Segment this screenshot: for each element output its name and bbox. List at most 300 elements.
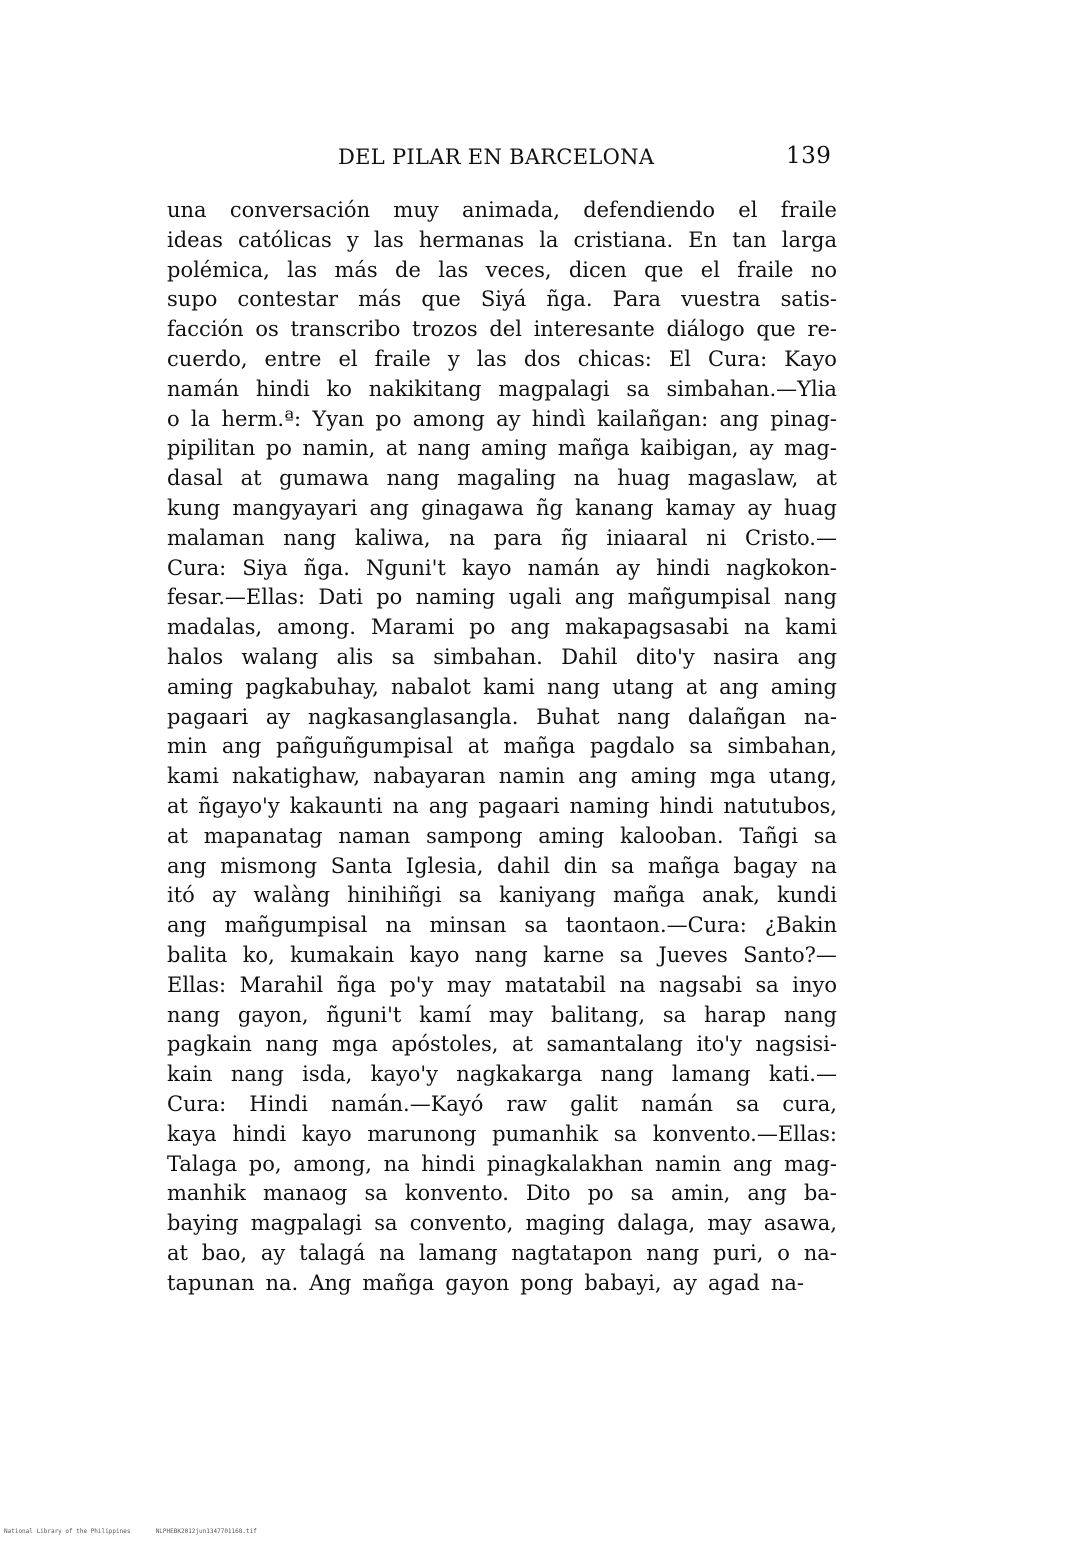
text-line xyxy=(167,613,837,643)
word: among xyxy=(412,406,485,431)
word: babayi, xyxy=(584,1270,662,1295)
word: ay xyxy=(211,883,237,908)
word: de xyxy=(395,257,421,282)
word: ideas xyxy=(167,227,223,252)
word: veces, xyxy=(485,257,552,282)
word: sa xyxy=(755,972,779,997)
text-line xyxy=(167,285,837,315)
word: dalaga, xyxy=(617,1211,696,1236)
word: Marahil xyxy=(239,972,324,997)
word: muy xyxy=(393,198,439,222)
text-line xyxy=(167,881,837,911)
text-line xyxy=(167,464,837,494)
word: ito'y xyxy=(696,1032,742,1057)
word: na xyxy=(392,793,419,818)
word: En xyxy=(688,227,718,252)
word: diálogo xyxy=(666,317,745,342)
word: pañguñgumpisal xyxy=(276,734,454,759)
word: ¿Bakin xyxy=(764,913,837,938)
word: lamang xyxy=(418,1240,498,1265)
word: at xyxy=(512,1032,533,1057)
word: pagaari xyxy=(167,704,249,729)
word: hinihiñgi xyxy=(347,883,442,908)
word: kaya xyxy=(167,1121,217,1146)
word: mañga xyxy=(503,734,576,759)
word: mismong xyxy=(220,853,318,878)
word: Santa xyxy=(330,853,393,878)
word: nang xyxy=(617,704,671,729)
text-line xyxy=(167,1179,837,1209)
word: magaslaw, xyxy=(687,466,799,491)
word: Santo?— xyxy=(743,942,837,967)
word: kailañgan: xyxy=(596,406,709,431)
word: supo xyxy=(167,287,218,312)
text-line xyxy=(167,941,837,971)
word: nang xyxy=(230,1062,284,1087)
word: at xyxy=(815,466,837,491)
word: fraile xyxy=(374,346,431,371)
word: kung xyxy=(167,495,221,520)
word: at xyxy=(385,436,407,461)
text-line xyxy=(167,1150,837,1180)
word: nagsisi- xyxy=(755,1032,837,1057)
word: animada, xyxy=(462,198,560,222)
word: po xyxy=(265,436,292,461)
word: Cura: xyxy=(707,346,768,371)
word: herm.ª: xyxy=(221,406,302,431)
word: aming xyxy=(481,436,548,461)
word: dos xyxy=(523,346,561,371)
word: at xyxy=(167,1240,188,1265)
word: alis xyxy=(336,644,374,669)
word: y xyxy=(447,346,460,371)
word: kayo xyxy=(409,942,460,967)
word: kami xyxy=(167,764,219,789)
word: re- xyxy=(807,317,837,342)
text-line xyxy=(167,1001,837,1031)
word: entre xyxy=(264,346,322,371)
text-line xyxy=(167,643,837,673)
text-line xyxy=(167,1269,837,1299)
word: na- xyxy=(803,704,837,729)
word: para xyxy=(493,525,543,550)
word: Dahil xyxy=(561,644,618,669)
word: ko, xyxy=(242,942,275,967)
text-line xyxy=(167,703,837,733)
word: dito'y xyxy=(635,644,695,669)
word: defendiendo xyxy=(583,198,715,222)
word: Siyá xyxy=(480,287,527,312)
word: nang xyxy=(783,1002,837,1027)
word: Nguni't xyxy=(366,555,446,580)
word: más xyxy=(358,287,402,312)
word: ay xyxy=(260,1240,286,1265)
word: os xyxy=(255,317,279,342)
word: makapagsasabi xyxy=(565,615,729,640)
word: walàng xyxy=(253,883,331,908)
text-line xyxy=(167,792,837,822)
word: kamay xyxy=(665,495,736,520)
word: hindi xyxy=(232,1121,287,1146)
word: Jueves xyxy=(658,942,728,967)
word: po'y xyxy=(389,972,434,997)
word: hindi xyxy=(421,1151,476,1176)
word: ang xyxy=(167,913,207,938)
word: na xyxy=(743,615,770,640)
word: madalas, xyxy=(167,615,263,640)
text-line xyxy=(167,375,837,405)
word: nagkakarga xyxy=(456,1062,583,1087)
word: ang xyxy=(369,495,409,520)
word: trozos xyxy=(412,317,478,342)
word: nasira xyxy=(713,644,780,669)
word: sa xyxy=(374,1211,398,1236)
word: namán xyxy=(527,555,600,580)
text-line xyxy=(167,1030,837,1060)
word: ang xyxy=(797,644,837,669)
footer-library: National Library of the Philippines xyxy=(4,1528,131,1535)
word: pagkabuhay, xyxy=(245,674,379,699)
word: at xyxy=(467,734,489,759)
word: nang xyxy=(783,585,837,610)
word: Ellas: xyxy=(167,972,227,997)
word: namán xyxy=(167,376,240,401)
word: konvento.—Ellas: xyxy=(652,1121,837,1146)
word: at xyxy=(167,823,188,848)
word: simbahan. xyxy=(433,644,543,669)
word: nabayaran xyxy=(373,764,486,789)
word: na xyxy=(619,972,646,997)
word: namin xyxy=(654,1151,722,1176)
word: nang xyxy=(386,466,440,491)
word: kayo xyxy=(301,1121,352,1146)
word: na xyxy=(379,1240,406,1265)
word: kalooban. xyxy=(620,823,724,848)
word: itó xyxy=(167,883,195,908)
word: Marami xyxy=(370,615,455,640)
word: pagkain xyxy=(167,1032,252,1057)
word: ba- xyxy=(803,1181,837,1206)
word: no xyxy=(810,257,837,282)
word: sa xyxy=(662,1002,687,1027)
word: utang, xyxy=(768,764,837,789)
word: maging xyxy=(525,1211,606,1236)
word: magpalagi xyxy=(250,1211,362,1236)
word: ñgayo'y xyxy=(198,793,280,818)
word: samantalang xyxy=(546,1032,683,1057)
text-line xyxy=(167,405,837,435)
word: sa xyxy=(736,1091,760,1116)
word: pagdalo xyxy=(589,734,675,759)
footer-file-id: NLPHEBK2012jun1347701168.tif xyxy=(155,1528,257,1535)
word: na xyxy=(385,913,412,938)
word: Talaga xyxy=(167,1151,238,1176)
word: el xyxy=(700,257,720,282)
word: las xyxy=(373,227,404,252)
word: talagá xyxy=(299,1240,366,1265)
word: sa xyxy=(458,883,482,908)
word: mag- xyxy=(784,436,837,461)
word: fesar.—Ellas: xyxy=(167,585,306,610)
word: konvento. xyxy=(404,1181,509,1206)
word: ang xyxy=(732,1151,773,1176)
word: karne xyxy=(543,942,605,967)
word: cuerdo, xyxy=(167,346,248,371)
word: magaling xyxy=(457,466,556,491)
word: El xyxy=(668,346,691,371)
word: sa xyxy=(626,376,650,401)
word: magpalagi xyxy=(498,376,610,401)
word: Tañgi xyxy=(739,823,798,848)
word: na- xyxy=(803,1240,837,1265)
word: ni xyxy=(706,525,727,550)
text-line xyxy=(167,1090,837,1120)
word: Cristo.— xyxy=(744,525,837,550)
word: namán.—Kayó xyxy=(331,1091,484,1116)
word: Cura: xyxy=(167,1091,227,1116)
word: las xyxy=(476,346,507,371)
text-line xyxy=(167,971,837,1001)
word: harap xyxy=(704,1002,767,1027)
word: nang xyxy=(417,436,471,461)
word: sampong xyxy=(426,823,523,848)
word: kaliwa, xyxy=(354,525,431,550)
word: may xyxy=(488,1002,534,1027)
word: malaman xyxy=(167,525,265,550)
word: mañga xyxy=(557,436,630,461)
word: agad xyxy=(707,1270,760,1295)
text-line xyxy=(167,524,837,554)
word: una xyxy=(167,198,207,222)
word: Dito xyxy=(525,1181,571,1206)
word: po xyxy=(376,585,403,610)
word: nang xyxy=(283,525,337,550)
word: bao, xyxy=(201,1240,248,1265)
word: cristiana. xyxy=(573,227,674,252)
text-line xyxy=(167,673,837,703)
word: hindi xyxy=(659,793,714,818)
word: que xyxy=(421,287,461,312)
word: walang xyxy=(241,644,319,669)
word: inyo xyxy=(792,972,837,997)
word: sa xyxy=(610,853,635,878)
word: na xyxy=(383,1151,410,1176)
word: católicas xyxy=(237,227,332,252)
word: at xyxy=(685,674,707,699)
word: pinag- xyxy=(770,406,837,431)
word: asawa, xyxy=(763,1211,837,1236)
word: que xyxy=(644,257,684,282)
word: apóstoles, xyxy=(391,1032,499,1057)
word: sa xyxy=(813,823,837,848)
word: nagtatapon xyxy=(511,1240,633,1265)
word: sa xyxy=(619,942,643,967)
word: ay xyxy=(496,406,521,431)
word: sa xyxy=(613,1121,638,1146)
word: Dati xyxy=(318,585,363,610)
word: pumanhik xyxy=(492,1121,599,1146)
word: kami xyxy=(785,615,837,640)
word: aming xyxy=(167,674,234,699)
word: kanang xyxy=(575,495,654,520)
word: Iglesia, xyxy=(405,853,484,878)
text-line xyxy=(167,494,837,524)
word: ugali xyxy=(508,585,562,610)
word: ginagawa xyxy=(421,495,524,520)
text-line xyxy=(167,732,837,762)
word: ang xyxy=(578,764,618,789)
word: na xyxy=(449,525,476,550)
word: pipilitan xyxy=(167,436,256,461)
word: na. xyxy=(265,1270,299,1295)
word: mga xyxy=(709,764,756,789)
word: naming xyxy=(569,793,650,818)
word: aming xyxy=(770,674,837,699)
word: mapanatag xyxy=(203,823,323,848)
body-text xyxy=(167,196,837,1298)
word: ay xyxy=(615,555,641,580)
word: aming xyxy=(538,823,605,848)
word: polémica, xyxy=(167,257,270,282)
word: nang xyxy=(474,942,528,967)
text-line xyxy=(167,226,837,256)
word: na xyxy=(810,853,837,878)
word: natutubos, xyxy=(723,793,837,818)
word: amin, xyxy=(670,1181,731,1206)
word: may xyxy=(446,972,492,997)
word: nakatighaw, xyxy=(231,764,361,789)
word: mañga xyxy=(612,883,685,908)
word: dasal xyxy=(167,466,223,491)
word: mag- xyxy=(783,1151,837,1176)
word: kaibigan, xyxy=(640,436,739,461)
word: sa xyxy=(364,1181,388,1206)
text-line xyxy=(167,434,837,464)
word: y xyxy=(346,227,359,252)
word: kati.— xyxy=(768,1062,837,1087)
word: ang xyxy=(719,674,759,699)
word: dicen xyxy=(568,257,627,282)
word: ang xyxy=(221,734,262,759)
word: nang xyxy=(167,1002,221,1027)
word: halos xyxy=(167,644,224,669)
word: conversación xyxy=(229,198,371,222)
word: anak, xyxy=(701,883,760,908)
word: ñga xyxy=(336,972,377,997)
word: ang xyxy=(719,406,759,431)
word: simbahan, xyxy=(727,734,837,759)
word: las xyxy=(287,257,318,282)
word: tapunan xyxy=(167,1270,255,1295)
text-line xyxy=(167,315,837,345)
word: sa xyxy=(524,913,548,938)
word: el xyxy=(338,346,358,371)
word: ñg xyxy=(536,495,563,520)
word: contestar xyxy=(237,287,339,312)
word: nagsabi xyxy=(659,972,742,997)
word: among. xyxy=(277,615,356,640)
word: tan xyxy=(732,227,767,252)
word: naman xyxy=(338,823,411,848)
word: marunong xyxy=(367,1121,477,1146)
word: Buhat xyxy=(536,704,600,729)
word: ñg xyxy=(560,525,588,550)
text-line xyxy=(167,822,837,852)
word: lamang xyxy=(671,1062,751,1087)
word: vuestra xyxy=(680,287,761,312)
word: Kayo xyxy=(784,346,837,371)
word: nang xyxy=(547,674,601,699)
word: nagkasanglasangla. xyxy=(307,704,519,729)
word: na- xyxy=(770,1270,805,1295)
word: manaog xyxy=(262,1181,348,1206)
word: namán xyxy=(640,1091,713,1116)
word: kayo xyxy=(461,555,512,580)
word: huag xyxy=(783,495,837,520)
scan-footer xyxy=(4,1528,257,1535)
word: among, xyxy=(293,1151,372,1176)
text-line xyxy=(167,256,837,286)
running-title: DEL PILAR EN BARCELONA xyxy=(338,145,655,169)
word: namin xyxy=(498,764,565,789)
text-line xyxy=(167,852,837,882)
word: ay xyxy=(265,704,291,729)
word: ang xyxy=(428,793,469,818)
word: sa xyxy=(689,734,713,759)
word: puri, xyxy=(713,1240,764,1265)
word: Cura: xyxy=(167,555,227,580)
word: nagkokon- xyxy=(726,555,837,580)
word: ñguni't xyxy=(326,1002,402,1027)
word: dahil xyxy=(497,853,550,878)
word: dalañgan xyxy=(687,704,787,729)
word: kami xyxy=(482,674,535,699)
word: mañgumpisal xyxy=(627,585,771,610)
word: po xyxy=(375,406,402,431)
word: Ang xyxy=(309,1270,352,1295)
word: interesante xyxy=(533,317,655,342)
word: baying xyxy=(167,1211,239,1236)
word: balita xyxy=(167,942,228,967)
word: ang xyxy=(747,1181,787,1206)
word: gumawa xyxy=(279,466,370,491)
word: huag xyxy=(617,466,671,491)
word: kain xyxy=(167,1062,213,1087)
word: más xyxy=(334,257,378,282)
word: may xyxy=(707,1211,752,1236)
word: kundi xyxy=(776,883,837,908)
word: pagaari xyxy=(478,793,560,818)
word: mañgumpisal xyxy=(224,913,368,938)
word: simbahan.—Ylia xyxy=(666,376,837,401)
word: pinagkalakhan xyxy=(486,1151,644,1176)
word: naming xyxy=(415,585,496,610)
word: mañga xyxy=(362,1270,435,1295)
word: nakikitang xyxy=(368,376,482,401)
word: din xyxy=(563,853,598,878)
text-line xyxy=(167,583,837,613)
word: isda, xyxy=(302,1062,353,1087)
word: hindi xyxy=(255,376,310,401)
word: kaniyang xyxy=(499,883,596,908)
word: min xyxy=(167,734,208,759)
page-number: 139 xyxy=(786,143,832,169)
word: del xyxy=(489,317,522,342)
word: ang xyxy=(574,585,615,610)
word: nang xyxy=(646,1240,700,1265)
word: hindì xyxy=(531,406,586,431)
word: ay xyxy=(749,436,774,461)
